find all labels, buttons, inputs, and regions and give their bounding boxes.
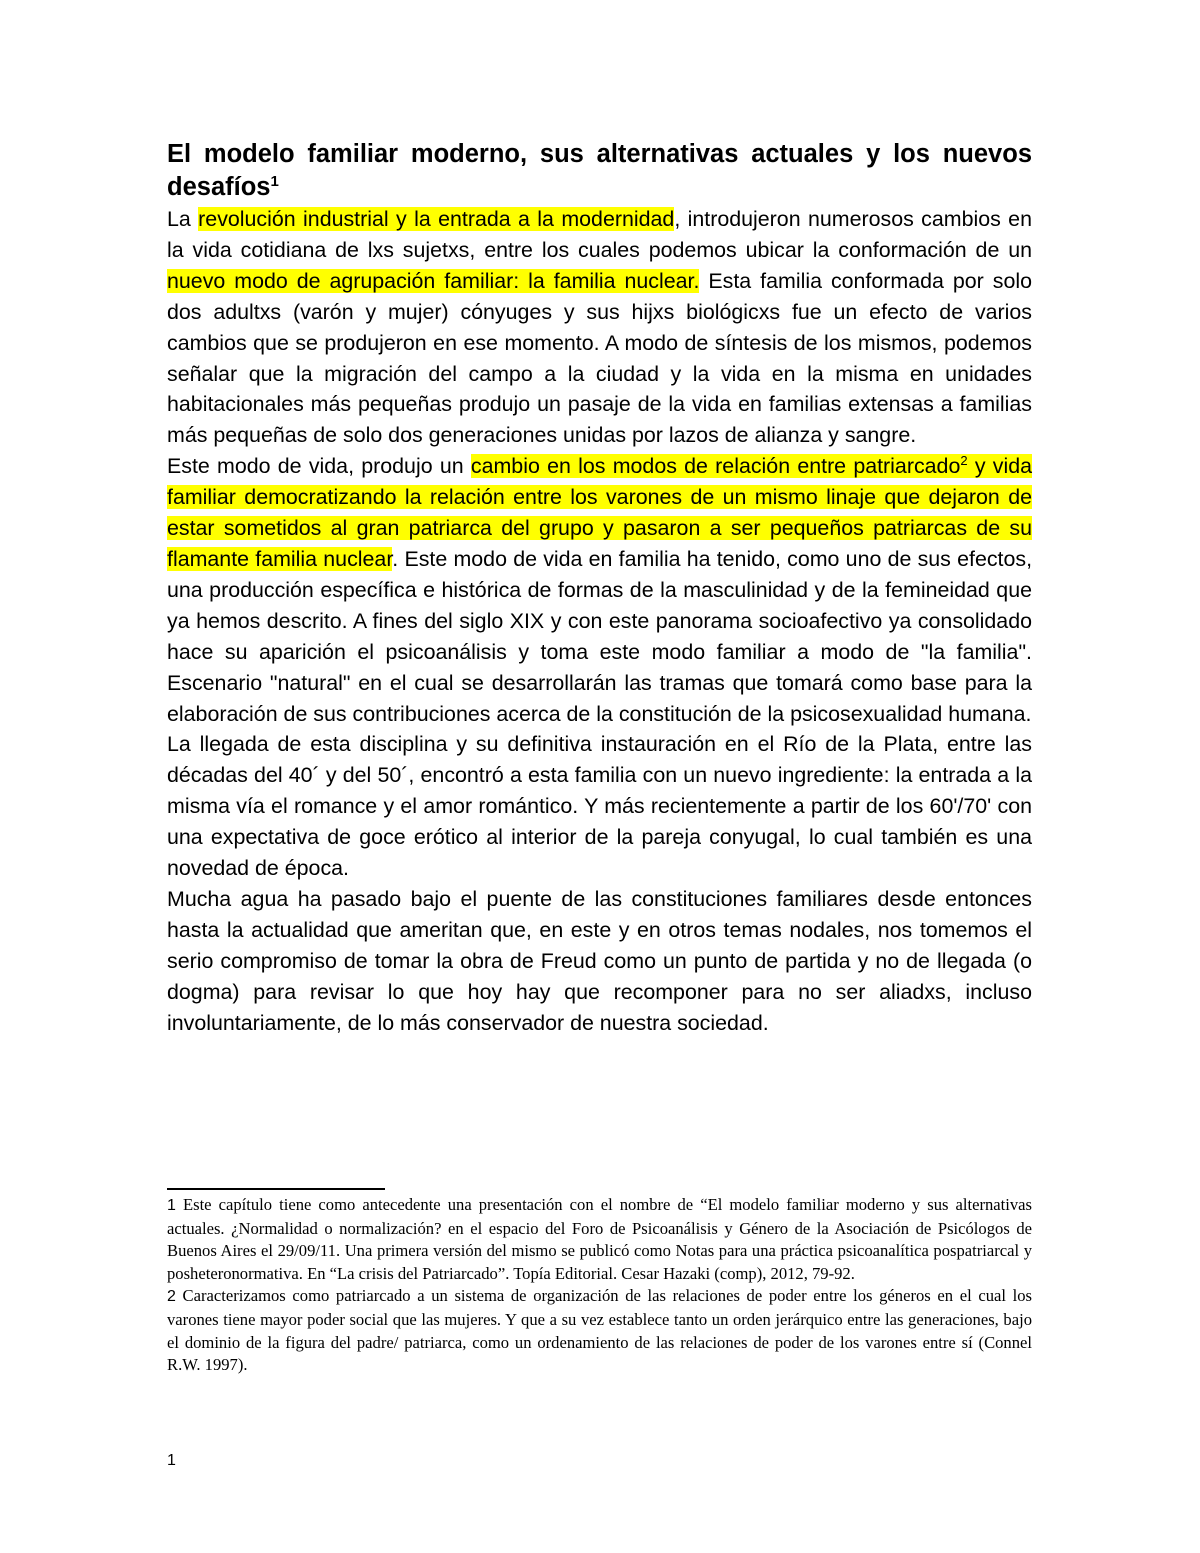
highlight-familia-nuclear: nuevo modo de agrupación familiar: la familia nuclear.: [167, 268, 700, 293]
document-title: [167, 138, 1032, 204]
footnote-separator: [167, 1188, 385, 1190]
paragraph-2-text: . Este modo de vida en familia ha tenido, como uno de sus efectos, una producción específica e histórica de formas de la masculinidad y de la femineidad que ya hemos descrito. A fines del siglo XIX y con este panorama socioafectivo ya consolidado hace su aparición el psicoanálisis y toma este modo familiar a modo de "la familia". Escenario "natural" en el cual se desarrollarán las tramas que tomará como base para la elaboración de sus contribuciones acerca de la constitución de la psicosexualidad humana.: [167, 546, 1033, 726]
title-text: El modelo familiar moderno, sus alternativas actuales y los nuevos desafíos: [167, 140, 1032, 201]
paragraph-1: [167, 204, 1032, 451]
footnote-1: [167, 1194, 1032, 1285]
footnote-2: [167, 1285, 1032, 1376]
paragraph-3: La llegada de esta disciplina y su definitiva instauración en el Río de la Plata, entre las décadas del 40´ y del 50´, encontró a esta familia con un nuevo ingrediente: la entrada a la misma vía el romance y el amor romántico. Y más recientemente a partir de los 60'/70' con una expectativa de goce erótico al interior de la pareja conyugal, lo cual también es una novedad de época.: [167, 732, 1032, 881]
footnote-2-text: Caracterizamos como patriarcado a un sistema de organización de las relaciones de poder entre los géneros en el cual los varones tiene mayor poder social que las mujeres. Y que a su vez establece tanto un orden jerárquico entre las generaciones, bajo el dominio de la figura del padre/ patriarca, como un ordenamiento de las relaciones de poder de los varones entre sí (Connel R.W. 1997).: [167, 1286, 1032, 1375]
paragraph-2: [167, 451, 1032, 729]
footnote-ref-2: 2: [960, 453, 968, 469]
paragraph-1-text: , introdujeron numerosos cambios en la vida cotidiana de lxs sujetxs, entre los cuales podemos ubicar la conformación de un: [167, 207, 1032, 262]
page-number: 1: [167, 1452, 176, 1469]
paragraph-1-text: Esta familia conformada por solo dos adultxs (varón y mujer) cónyuges y sus hijxs biológicxs fue un efecto de varios cambios que se produjeron en ese momento. A modo de síntesis de los mismos, podemos señalar que la migración del campo a la ciudad y la vida en la misma en unidades habitacionales más pequeñas produjo un pasaje de la vida en familias extensas a familias más pequeñas de solo dos generaciones unidas por lazos de alianza y sangre.: [167, 268, 1032, 448]
paragraph-1-text: La: [167, 207, 199, 231]
highlight-patriarcado-continuation: y vida familiar democratizando la relación entre los varones de un mismo linaje que dejaron de estar sometidos al gran patriarca del grupo y pasaron a ser pequeños patriarcas de su flamante familia nuclear: [167, 454, 1032, 571]
highlight-patriarcado-text: cambio en los modos de relación entre patriarcado: [470, 454, 961, 479]
main-content: [167, 138, 1032, 1038]
footnote-2-number: 2: [167, 1288, 176, 1306]
paragraph-2-text: Este modo de vida, produjo un: [167, 454, 471, 479]
paragraph-4: Mucha agua ha pasado bajo el puente de las constituciones familiares desde entonces hasta la actualidad que ameritan que, en este y en otros temas nodales, nos tomemos el serio compromiso de tomar la obra de Freud como un punto de partida y no de llegada (o dogma) para revisar lo que hoy hay que recomponer para no ser aliadxs, incluso involuntariamente, de lo más conservador de nuestra sociedad.: [167, 886, 1032, 1035]
body-text: [167, 204, 1032, 1038]
title-footnote-ref: 1: [270, 173, 279, 190]
highlight-revolucion-industrial: revolución industrial y la entrada a la modernidad: [198, 207, 675, 231]
footnotes: [167, 1188, 1032, 1377]
footnote-1-number: 1: [167, 1197, 176, 1214]
footnote-1-text: Este capítulo tiene como antecedente una presentación con el nombre de “El modelo familiar moderno y sus alternativas actuales. ¿Normalidad o normalización? en el espacio del Foro de Psicoanálisis y Género de la Asociación de Psicólogos de Buenos Aires el 29/09/11. Una primera versión del mismo se publicó como Notas para una práctica psicoanalítica pospatriarcal y posheteronormativa. En “La crisis del Patriarcado”. Topía Editorial. Cesar Hazaki (comp), 2012, 79-92.: [167, 1195, 1032, 1283]
